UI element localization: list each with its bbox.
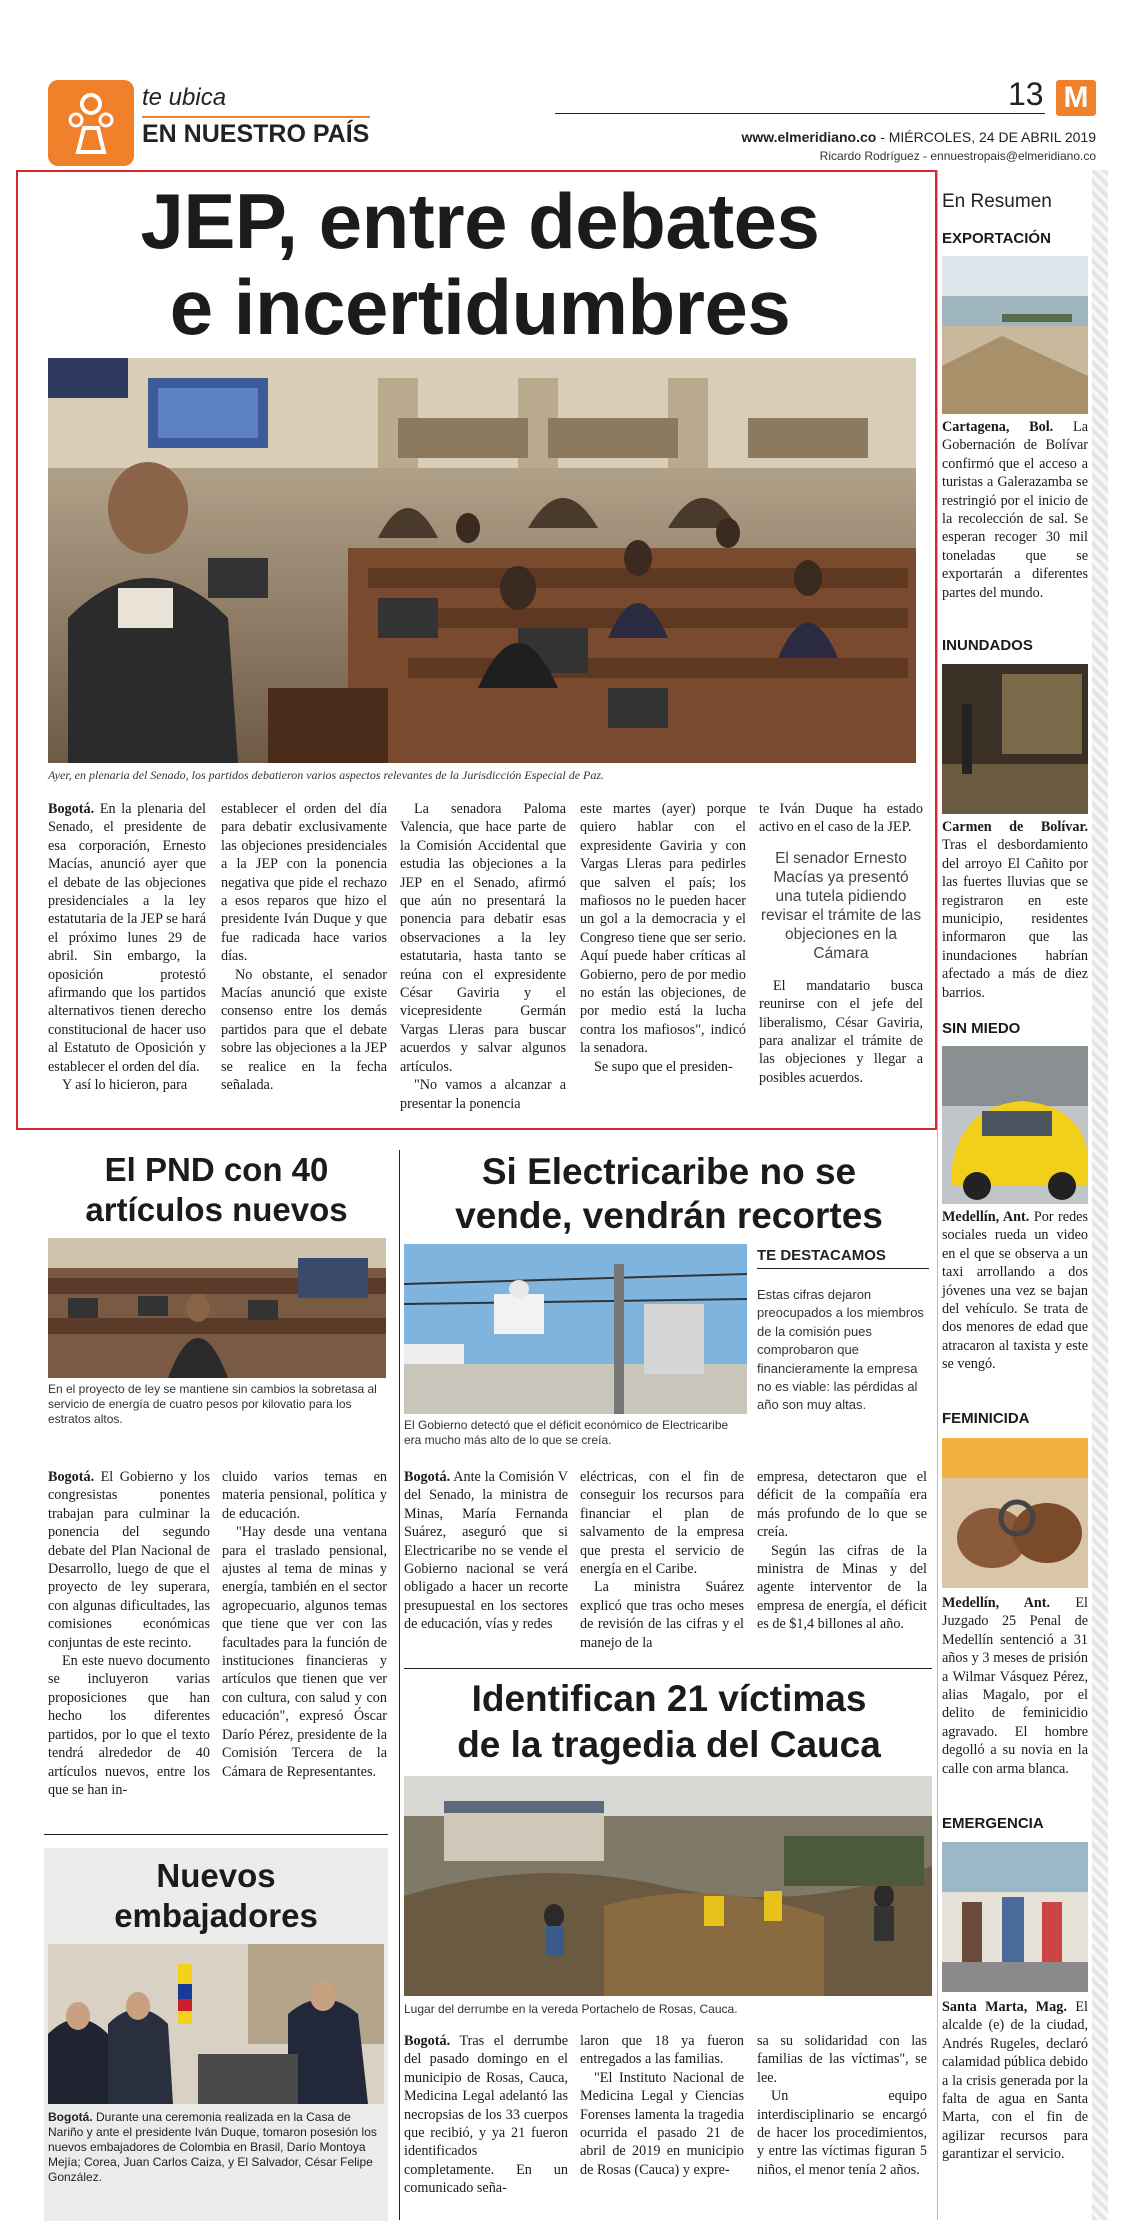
cauca-caption: Lugar del derrumbe en la vereda Portachelo de Rosas, Cauca. xyxy=(404,2002,738,2016)
lead-headline xyxy=(30,178,930,350)
section-logo-icon xyxy=(48,80,134,166)
resumen-photo-emergencia xyxy=(942,1842,1088,1992)
lead-photo xyxy=(48,358,916,763)
lead-headline-line-2: e incertidumbres xyxy=(169,263,791,351)
resumen-text-sin-miedo: Medellín, Ant. Por redes sociales rueda un video en el que se observa a un taxi arrollando a dos jóvenes una vez se bajan del vehículo. Se trata de dos menores de edad que atracaron al taxista y este se vengó. xyxy=(942,1209,1088,1373)
lead-col-1-text: En la plenaria del Senado, el presidente de esa corporación, Ernesto Macías, anunció ayer que el debate de las objeciones presidenciales a la ley estatutaria de la JEP se hará el próximo lunes 29 de abril. Sin embargo, la oposición protestó afirmando que los partidos alternativos tienen derecho constitucional de hacer uso al Estatuto de Oposición y establecer el orden del día. xyxy=(48,801,206,1075)
ambassadors-ceremony-image xyxy=(48,1944,384,2104)
lead-col-5-p2: El mandatario busca reunirse con el jefe del liberalismo, César Gaviria, para analizar el trámite de las objeciones y llegar a posibles acuerdos. xyxy=(759,977,923,1086)
section-kicker: te ubica xyxy=(142,84,227,111)
resumen-place-emergencia: Santa Marta, Mag. xyxy=(942,1999,1067,2015)
cauca-col-3: sa su solidaridad con las familias de las víctimas", se lee. Un equipo interdisciplinario se encargó de hacer los procedimientos, y entre las víctimas figuran 5 niños, el menor tenía 2 años. xyxy=(757,2033,927,2178)
brand-logo xyxy=(1056,80,1096,116)
pnd-col-2: cluido varios temas en materia pensional, política y de educación. "Hay desde una ventana para el traslado pensional, ajustes al tema de minas y energía, también en el sector agropecuario, algunos temas que tiene que ver con las facultades para la función de instituciones financieras y artículos que tienen que ver con cultura, con salud y con educación", expresó Óscar Darío Pérez, presidente de la Comisión Tercera de la Cámara de Representantes. xyxy=(222,1469,387,1780)
resumen-place-sin-miedo: Medellín, Ant. xyxy=(942,1209,1030,1225)
electricaribe-col-3: empresa, detectaron que el déficit de la compañía era más profundo de lo que se creía. Según las cifras de la ministra de Minas y del agente interventor de la empresa de energía, el déficit es de $1,4 billones al año. xyxy=(757,1469,927,1633)
resumen-photo-sin-miedo xyxy=(942,1046,1088,1204)
resumen-tag-inundados: INUNDADOS xyxy=(942,637,1033,654)
congress-vote-image xyxy=(48,1238,386,1378)
sidebar-divider xyxy=(937,170,938,2220)
lead-col-1 xyxy=(48,800,206,1095)
resumen-tag-exportacion: EXPORTACIÓN xyxy=(942,230,1051,247)
handcuffs-image xyxy=(942,1438,1088,1588)
pnd-bottom-rule xyxy=(44,1834,388,1835)
lead-col-1-p2: Y así lo hicieron, para xyxy=(62,1077,188,1094)
lead-col-2-text: establecer el orden del día para debatir exclusivamente las objeciones presidenciales a la JEP con la ponencia negativa que pide el rechazo a esos reparos que hizo el presidente Iván Duque y que fue radicada hace varios días. xyxy=(221,801,387,965)
section-logo xyxy=(48,80,134,166)
power-line-workers-image xyxy=(404,1244,747,1414)
electricaribe-col-1: Bogotá. Ante la Comisión V del Senado, la ministra de Minas, María Fernanda Suárez, aseguró que si Electricaribe no se vende el Gobierno nacional se verá obligado a hacer un recorte presupuestal en los sectores de educación, vías y redes xyxy=(404,1469,568,1633)
pull-quote: El senador Ernesto Macías ya presentó una tutela pidiendo revisar el trámite de las objeciones en la Cámara xyxy=(760,849,922,962)
embajadores-caption: Bogotá. Durante una ceremonia realizada en la Casa de Nariño y ante el presidente Iván Duque, tomaron posesión los nuevos embajadores de Colombia en Brasil, Darío Montoya Mejía; Corea, Juan Carlos Caiza, y El Salvador, César Felipe González. xyxy=(48,2110,377,2184)
lead-col-4 xyxy=(580,800,746,1076)
cauca-col-2: laron que 18 ya fueron entregados a las familias. "El Instituto Nacional de Medicina Legal y Ciencias Forenses lamenta la tragedia ocurrida el pasado 21 de abril de 2019 en municipio de Rosas (Cauca) y expre- xyxy=(580,2033,744,2178)
lead-col-2 xyxy=(221,800,387,1095)
te-destacamos-title: TE DESTACAMOS xyxy=(757,1247,886,1264)
embajadores-photo xyxy=(48,1944,384,2104)
te-destacamos-text: Estas cifras dejaron preocupados a los miembros de la comisión pues comprobaron que financieramente la empresa no es viable: las pérdidas al año son muy altas. xyxy=(757,1287,924,1413)
lead-place: Bogotá. xyxy=(48,801,95,817)
lead-col-3 xyxy=(400,800,566,1113)
byline: Ricardo Rodríguez - ennuestropais@elmeridiano.co xyxy=(819,149,1096,163)
senate-plenary-image xyxy=(48,358,916,763)
electricaribe-photo xyxy=(404,1244,747,1414)
pnd-headline: El PND con 40 artículos nuevos xyxy=(85,1151,348,1228)
column-divider xyxy=(399,1150,400,2220)
brand-letter: M xyxy=(1063,81,1089,114)
resumen-place-exportacion: Cartagena, Bol. xyxy=(942,419,1054,435)
taxi-image xyxy=(942,1046,1088,1204)
resumen-pattern xyxy=(1092,170,1108,2220)
resumen-text-exportacion: Cartagena, Bol. La Gobernación de Bolívar confirmó que el acceso a turistas a Galerazamba se restringió por el inicio de la recolección de sal. Se esperan recoger 30 mil toneladas que se exportarán a diferentes partes del mundo. xyxy=(942,419,1088,601)
lead-col-3-p2: "No vamos a alcanzar a presentar la ponencia xyxy=(400,1077,566,1112)
kicker-rule xyxy=(142,116,370,118)
page-number: 13 xyxy=(1008,76,1044,112)
salt-field-image xyxy=(942,256,1088,414)
dateline xyxy=(700,129,1096,145)
flood-image xyxy=(942,664,1088,814)
resumen-photo-feminicida xyxy=(942,1438,1088,1588)
pnd-photo xyxy=(48,1238,386,1378)
electricaribe-caption: El Gobierno detectó que el déficit económico de Electricaribe era mucho más alto de lo que se creía. xyxy=(404,1418,729,1447)
pnd-col-1: Bogotá. El Gobierno y los congresistas ponentes trabajan para culminar la ponencia del segundo debate del Plan Nacional de Desarrollo, luego de que el proyecto de ley superara, con algunas dificultades, las comisiones económicas conjuntas de este recinto. En este nuevo documento se incluyeron varias proposiciones que han hecho los diferentes partidos, por lo que el texto tendrá alrededor de 40 artículos nuevos, entre los que se han in- xyxy=(48,1469,210,1798)
embajadores-headline: Nuevos embajadores xyxy=(114,1857,318,1934)
lead-col-2-p2: No obstante, el senador Macías anunció que existe consenso entre los demás partidos para que el debate sobre las objeciones a la JEP se realice en la fecha señalada. xyxy=(221,966,387,1094)
lead-col-5 xyxy=(759,800,923,1087)
masthead-rule xyxy=(555,113,1045,114)
pnd-caption: En el proyecto de ley se mantiene sin cambios la sobretasa al servicio de energía de cuatro pesos por kilovatio para los estratos altos. xyxy=(48,1382,377,1426)
resumen-tag-sin-miedo: SIN MIEDO xyxy=(942,1020,1021,1037)
landslide-rescue-image xyxy=(404,1776,932,1996)
date: - MIÉRCOLES, 24 DE ABRIL 2019 xyxy=(880,129,1096,145)
te-destacamos-rule xyxy=(757,1268,929,1269)
resumen-text-inundados: Carmen de Bolívar. Tras el desbordamiento del arroyo El Cañito por las fuertes lluvias que se registraron en este municipio, residentes informaron que las inundaciones habrían afectado a más de diez barrios. xyxy=(942,819,1088,1001)
resumen-place-feminicida: Medellín, Ant. xyxy=(942,1595,1051,1611)
resumen-text-emergencia: Santa Marta, Mag. El alcalde (e) de la ciudad, Andrés Rugeles, declaró calamidad pública debido a la crisis generada por la falta de agua en Santa Marta, con el fin de agilizar recursos para garantizar el servicio. xyxy=(942,1999,1089,2163)
resumen-place-inundados: Carmen de Bolívar. xyxy=(942,819,1088,835)
electricaribe-bottom-rule xyxy=(404,1668,932,1669)
resumen-photo-exportacion xyxy=(942,256,1088,414)
electricaribe-headline: Si Electricaribe no se vende, vendrán recortes xyxy=(455,1151,883,1236)
section-name: EN NUESTRO PAÍS xyxy=(142,120,370,148)
cauca-headline: Identifican 21 víctimas de la tragedia del Cauca xyxy=(457,1678,881,1765)
lead-col-5-text: te Iván Duque ha estado activo en el caso de la JEP. xyxy=(759,801,923,836)
lead-headline-line-1: JEP, entre debates xyxy=(140,177,820,265)
site-url[interactable]: www.elmeridiano.co xyxy=(741,129,877,145)
lead-col-4-text: este martes (ayer) porque quiero hablar con el expresidente Gaviria y con Vargas Lleras para pedirles que salven el país; los mafiosos no le pueden hacer un gol a la democracia y el Congreso tiene que ser serio. Aquí puede haber críticas al Gobierno, pero de por medio no están las objeciones, de por medio está la lucha contra los mafiosos", indicó la senadora. xyxy=(580,801,746,1057)
resumen-title: En Resumen xyxy=(942,191,1052,212)
resumen-tag-emergencia: EMERGENCIA xyxy=(942,1815,1044,1832)
electricaribe-col-2: eléctricas, con el fin de conseguir los recursos para financiar el plan de salvamento de la empresa que presta el servicio de energía en el Caribe. La ministra Suárez explicó que tras ocho meses de revisión de las cifras y el manejo de la xyxy=(580,1469,744,1651)
water-shortage-image xyxy=(942,1842,1088,1992)
lead-col-3-text: La senadora Paloma Valencia, que hace parte de la Comisión Accidental que estudia las objeciones a la JEP en el Senado, afirmó que aún no presentará la ponencia para debatir esas observaciones a la ley estatutaria, hasta tanto se reúna con el expresidente César Gaviria y el vicepresidente Germán Vargas Lleras para buscar acuerdos y salvar algunos artículos. xyxy=(400,801,566,1075)
resumen-photo-inundados xyxy=(942,664,1088,814)
resumen-tag-feminicida: FEMINICIDA xyxy=(942,1410,1030,1427)
cauca-photo xyxy=(404,1776,932,1996)
lead-col-4-p2: Se supo que el presiden- xyxy=(594,1058,733,1075)
lead-caption: Ayer, en plenaria del Senado, los partidos debatieron varios aspectos relevantes de la Jurisdicción Especial de Paz. xyxy=(48,768,605,782)
resumen-text-feminicida: Medellín, Ant. El Juzgado 25 Penal de Medellín sentenció a 31 años y 3 meses de prisión a Wilmar Vásquez Pérez, alias Magalo, por el delito de feminicidio agravado. El hombre degolló a su novia en la calle con arma blanca. xyxy=(942,1595,1088,1777)
cauca-col-1: Bogotá. Tras el derrumbe del pasado domingo en el municipio de Rosas, Cauca, Medicina Legal adelantó las necropsias de los 33 cuerpos que recibió, y ya 21 fueron identificados completamente. En un comunicado seña- xyxy=(404,2033,568,2197)
